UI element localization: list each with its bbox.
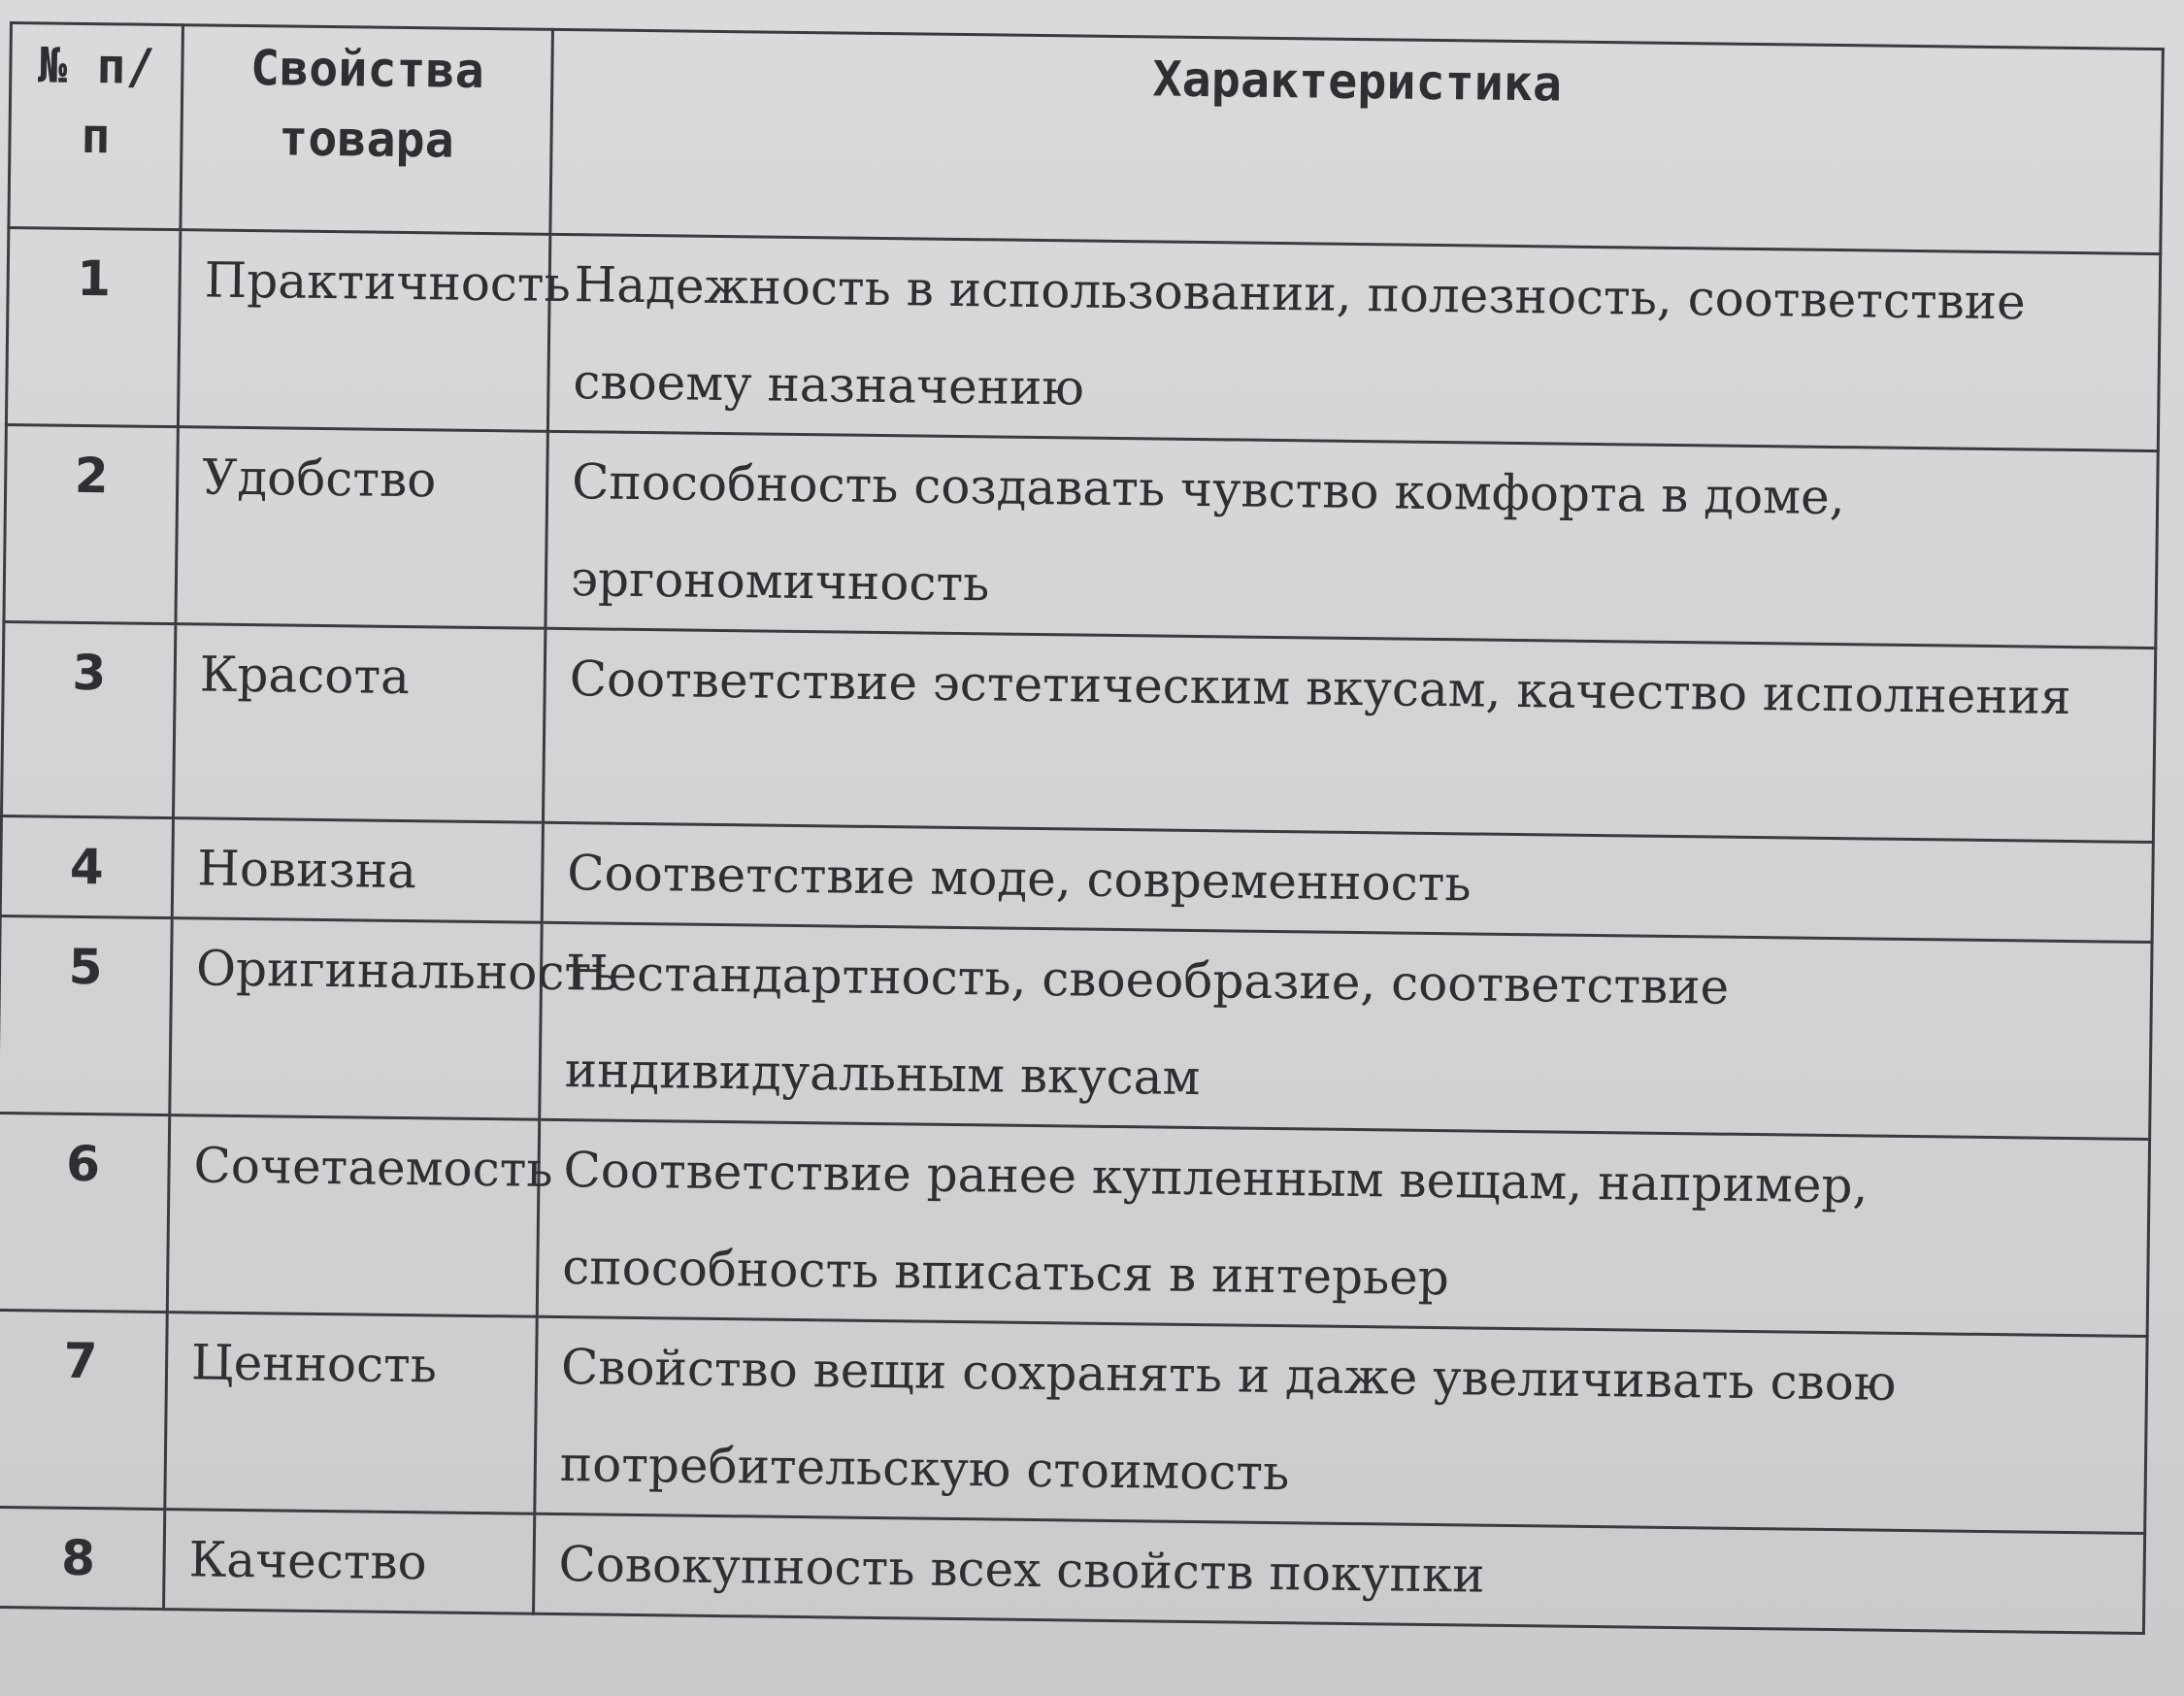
- header-number: № п/п: [9, 23, 183, 230]
- header-property: Свойства товара: [181, 25, 553, 235]
- table-row: [2, 621, 2156, 842]
- row-characteristic: Соответствие ранее купленным вещам, например, способность вписаться в интерьер: [537, 1119, 2149, 1336]
- table-row: [0, 915, 2152, 1139]
- row-property: Красота: [173, 624, 545, 823]
- row-number: 4: [0, 815, 173, 917]
- table-sheet: [0, 21, 2165, 1630]
- table-row: [4, 424, 2158, 648]
- table-row: [0, 1310, 2147, 1533]
- row-number: 6: [0, 1113, 170, 1312]
- row-number: 7: [0, 1310, 167, 1509]
- table-row: [6, 228, 2160, 451]
- row-characteristic: Совокупность всех свойств покупки: [534, 1513, 2145, 1633]
- table-header-row: [9, 23, 2163, 254]
- row-characteristic: Свойство вещи сохранять и даже увеличивать свою потребительскую стоимость: [535, 1316, 2147, 1533]
- table-row: [0, 1113, 2150, 1336]
- row-property: Удобство: [176, 427, 547, 629]
- properties-table: [0, 21, 2165, 1635]
- row-number: 1: [6, 228, 180, 427]
- row-characteristic: Нестандартность, своеобразие, соответствие индивидуальным вкусам: [540, 922, 2152, 1139]
- row-property: Практичность: [178, 230, 549, 432]
- row-property: Качество: [164, 1510, 535, 1614]
- row-number: 8: [0, 1507, 165, 1609]
- row-property: Ценность: [165, 1313, 537, 1514]
- row-characteristic: Соответствие эстетическим вкусам, качество исполнения: [543, 628, 2155, 842]
- row-number: 5: [0, 915, 172, 1114]
- row-characteristic: Способность создавать чувство комфорта в доме, эргономичность: [546, 431, 2158, 648]
- row-property: Новизна: [172, 818, 543, 923]
- row-property: Сочетаемость: [167, 1115, 539, 1317]
- row-property: Оригинальность: [170, 918, 542, 1120]
- row-characteristic: Соответствие моде, современность: [542, 822, 2153, 942]
- row-number: 2: [4, 424, 178, 623]
- header-characteristic: Характеристика: [550, 29, 2163, 253]
- row-characteristic: Надежность в использовании, полезность, соответствие своему назначению: [547, 234, 2160, 450]
- row-number: 3: [2, 621, 176, 817]
